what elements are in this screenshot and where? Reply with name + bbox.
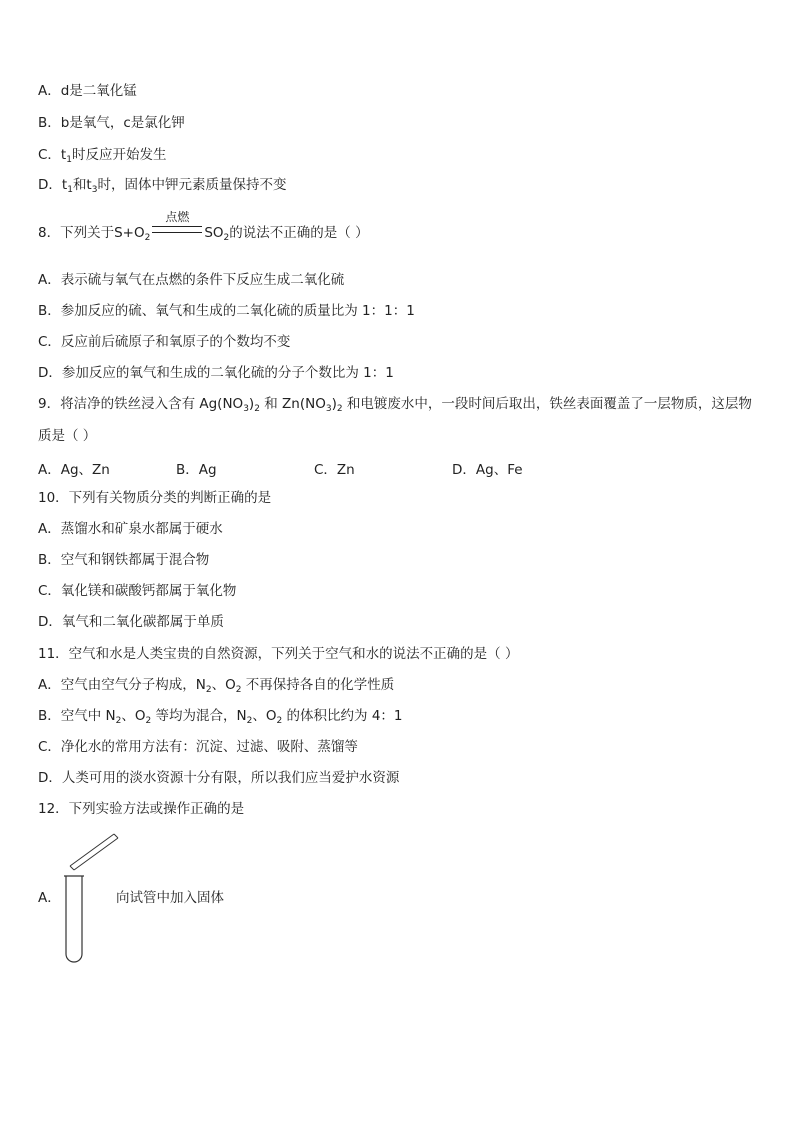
q9-stem-b: 和 Zn(NO <box>259 396 326 412</box>
q7-option-b: B．b是氧气，c是氯化钾 <box>38 115 185 131</box>
q12-option-a-label: A． <box>38 890 61 906</box>
q12-stem: 12．下列实验方法或操作正确的是 <box>38 801 245 817</box>
q9-stem-line2: 质是（ ） <box>38 428 97 444</box>
q11-a-s2: 2 <box>235 685 242 695</box>
q11-a-post: 不再保持各自的化学性质 <box>241 677 395 693</box>
q9-option-d: D．Ag、Fe <box>452 462 523 478</box>
q8-product: SO <box>204 225 224 241</box>
q11-b-mid1: 、O <box>121 708 146 724</box>
q8-o2-sub: 2 <box>144 233 151 243</box>
q10-option-c: C．氧化镁和碳酸钙都属于氧化物 <box>38 583 237 599</box>
reaction-arrow <box>152 210 202 242</box>
q11-option-c: C．净化水的常用方法有：沉淀、过滤、吸附、蒸馏等 <box>38 739 358 755</box>
q7-d-sub1: 1 <box>67 185 73 195</box>
q9-sub-c: 3 <box>325 404 332 414</box>
q7-d-mid: 和t <box>72 177 92 193</box>
q11-a-mid: 、O <box>211 677 236 693</box>
q8-option-a: A．表示硫与氧气在点燃的条件下反应生成二氧化硫 <box>38 272 345 288</box>
q11-b-s3: 2 <box>246 716 253 726</box>
reaction-condition: 点燃 <box>165 210 190 224</box>
q11-stem: 11．空气和水是人类宝贵的自然资源，下列关于空气和水的说法不正确的是（ ） <box>38 646 519 662</box>
q11-b-mid2: 等均为混合，N <box>151 708 247 724</box>
q8-stem <box>38 210 369 243</box>
q9-sub-b: 2 <box>254 404 260 414</box>
q10-stem: 10．下列有关物质分类的判断正确的是 <box>38 490 272 506</box>
q8-option-c: C．反应前后硫原子和氧原子的个数均不变 <box>38 334 291 350</box>
q11-option-d: D．人类可用的淡水资源十分有限，所以我们应当爱护水资源 <box>38 770 400 786</box>
q11-option-a <box>38 676 394 694</box>
q9-sub-a: 3 <box>243 404 249 414</box>
q8-so2-sub: 2 <box>223 233 230 243</box>
equals-sign <box>152 226 202 233</box>
q8-option-b: B．参加反应的硫、氧气和生成的二氧化硫的质量比为 1：1：1 <box>38 303 415 319</box>
test-tube-icon <box>64 876 84 962</box>
q9-stem-a: 9．将洁净的铁丝浸入含有 Ag(NO <box>38 396 244 412</box>
q11-b-post: 的体积比约为 4：1 <box>282 708 403 724</box>
q10-option-d: D．氧气和二氧化碳都属于单质 <box>38 614 224 630</box>
q10-option-b: B．空气和钢铁都属于混合物 <box>38 552 210 568</box>
q7-d-pre: D．t <box>38 177 68 193</box>
q7-d-post: 时，固体中钾元素质量保持不变 <box>97 177 287 193</box>
q8-stem-pre: 8．下列关于S+O <box>38 225 145 241</box>
q7-option-c <box>38 146 166 164</box>
q11-a-pre: A．空气由空气分子构成，N <box>38 677 206 693</box>
q9-sub-d: 2 <box>336 404 343 414</box>
q11-b-pre: B．空气中 N <box>38 708 116 724</box>
q11-b-s4: 2 <box>276 716 283 726</box>
q11-a-s1: 2 <box>205 685 212 695</box>
q8-stem-post: 的说法不正确的是（ ） <box>229 225 369 241</box>
q7-d-sub2: 3 <box>91 185 98 195</box>
q11-option-b <box>38 707 403 725</box>
q10-option-a: A．蒸馏水和矿泉水都属于硬水 <box>38 521 223 537</box>
q12-option-a-caption: 向试管中加入固体 <box>116 890 224 906</box>
q9-close-b: ) <box>331 396 337 412</box>
q9-stem-line1 <box>38 395 752 413</box>
q7-c-post: 时反应开始发生 <box>71 147 167 163</box>
q7-option-d <box>38 176 286 194</box>
q7-option-a: A．d是二氧化锰 <box>38 83 137 99</box>
q11-b-mid3: 、O <box>252 708 277 724</box>
q8-option-d: D．参加反应的氧气和生成的二氧化硫的分子个数比为 1：1 <box>38 365 394 381</box>
q9-close-a: ) <box>248 396 255 412</box>
q9-option-a: A．Ag、Zn <box>38 462 110 478</box>
q7-c-pre: C．t <box>38 147 67 163</box>
q9-option-b: B．Ag <box>176 462 217 478</box>
q9-stem-c: 和电镀废水中，一段时间后取出，铁丝表面覆盖了一层物质，这层物 <box>342 396 752 412</box>
q11-b-s1: 2 <box>115 716 122 726</box>
q7-c-sub: 1 <box>66 155 72 165</box>
q11-b-s2: 2 <box>145 716 152 726</box>
q9-option-c: C．Zn <box>314 462 355 478</box>
spatula-icon <box>70 834 118 870</box>
